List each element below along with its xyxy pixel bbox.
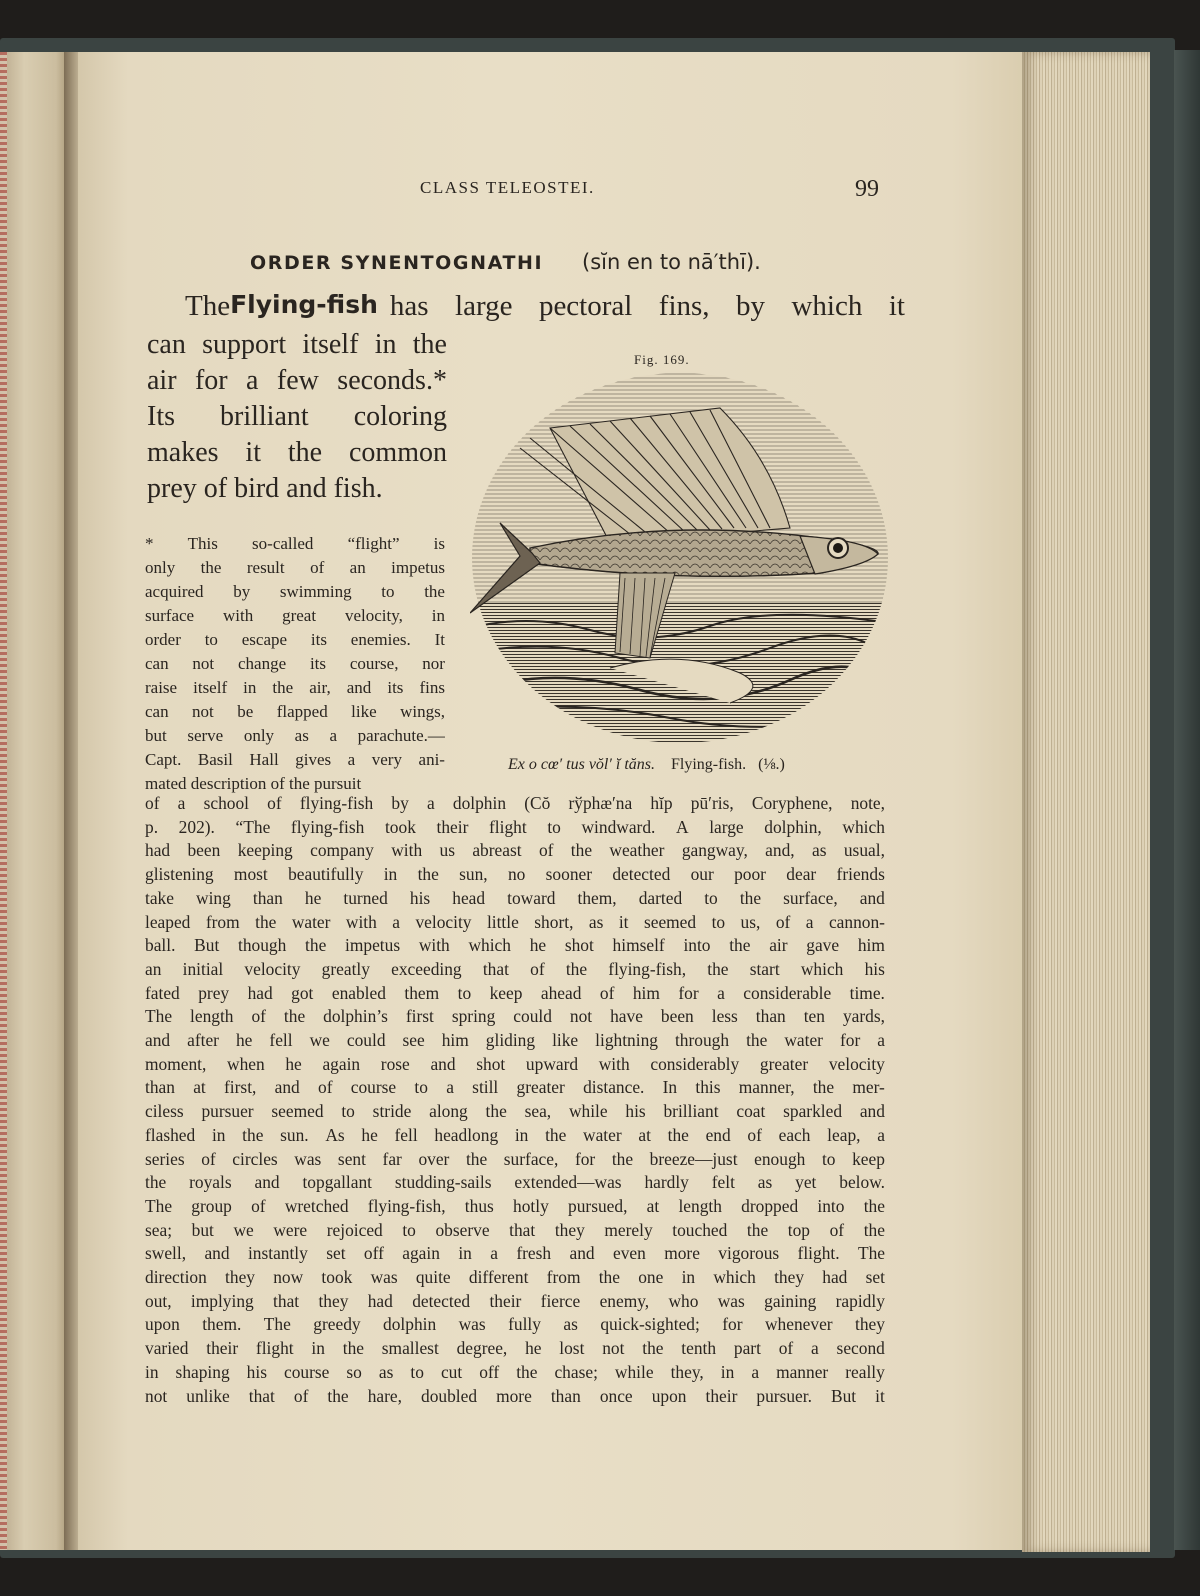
order-heading: ORDER SYNENTOGNATHI [250,252,544,274]
lead-first-line [185,290,905,323]
footnote-line: * This so-called “flight” is [145,534,445,553]
caption-scientific-name: Ex o cœ′ tus vŏl′ ĭ tăns. [508,756,655,773]
figure-label: Fig. 169. [634,352,690,367]
footnote-line: only the result of an impetus [145,558,445,577]
lead-line: can support itself in the [147,329,447,360]
body-line: sea; but we were rejoiced to observe that they merely touched the top of the [145,1219,885,1240]
body-line: had been keeping company with us abreast of the weather gangway, and, as usual, [145,840,885,861]
body-line: in shaping his course so as to cut off the chase; while they, in a manner really [145,1361,885,1382]
footnote-line: acquired by swimming to the [145,582,445,601]
body-line: fated prey had got enabled them to keep ahead of him for a considerable time. [145,982,885,1003]
body-line: The group of wretched flying-fish, thus hotly pursued, at length dropped into the [145,1195,885,1216]
footnote-line: Capt. Basil Hall gives a very ani- [145,750,445,769]
body-line: and after he fell we could see him gliding like lightning through the water for a [145,1030,885,1051]
book-spine-edge [1174,50,1200,1550]
running-head: CLASS TELEOSTEI. [420,178,595,197]
order-pronunciation: (sĭn en to nā′thī). [582,250,761,274]
body-line: upon them. The greedy dolphin was fully as quick-sighted; for whenever they [145,1314,885,1335]
body-line: out, implying that they had detected their fierce enemy, who was gaining rapidly [145,1290,885,1311]
body-line: leaped from the water with a velocity little short, as it seemed to us, of a cannon- [145,911,885,932]
footnote-line: can not change its course, nor [145,654,445,673]
lead-rest: has large pectoral fins, by which it [389,290,905,322]
footnote-line: can not be flapped like wings, [145,702,445,721]
page-fore-edge [1022,52,1150,1552]
footnote-line: order to escape its enemies. It [145,630,445,649]
lead-paragraph [147,327,447,507]
body-line: varied their flight in the smallest degree, he lost not the tenth part of a second [145,1338,885,1359]
lead-bold-term: Flying-fish [230,290,378,319]
body-line: than at first, and of course to a still greater distance. In this manner, the mer- [145,1077,885,1098]
caption-common-name: Flying-fish. [670,756,747,773]
caption-scale: (⅛.) [758,756,785,773]
body-line: the royals and topgallant studding-sails extended—was hardly felt as yet below. [145,1172,885,1193]
body-text [145,792,885,1408]
body-line: flashed in the sun. As he fell headlong in the water at the end of each leap, a [145,1124,885,1145]
footnote-line: but serve only as a parachute.— [145,726,445,745]
body-line: The length of the dolphin’s first spring could not have been less than ten yards, [145,1006,885,1027]
body-line: p. 202). “The flying-fish took their flight to windward. A large dolphin, which [145,816,885,837]
body-line: glistening most beautifully in the sun, no sooner detected our poor dear friends [145,864,885,885]
lead-word: The [185,290,231,322]
left-page-sliver [0,52,70,1550]
flying-fish-engraving [470,368,890,753]
lead-line: air for a few seconds.* [147,365,447,396]
footnote-line: raise itself in the air, and its fins [145,678,445,697]
body-line: direction they now took was quite different from the one in which they had set [145,1267,885,1288]
figure-caption [508,756,785,774]
footnote [145,532,445,796]
page-number: 99 [855,176,879,202]
body-line: ball. But though the impetus with which he shot himself into the air gave him [145,935,885,956]
body-line: moment, when he again rose and shot upward with considerably greater velocity [145,1053,885,1074]
body-line: not unlike that of the hare, doubled more than once upon their pursuer. But it [145,1385,885,1406]
left-page-edge [0,52,7,1550]
lead-line: makes it the common [147,437,447,468]
lead-line: Its brilliant coloring [147,401,447,432]
body-line: swell, and instantly set off again in a fresh and even more vigorous flight. The [145,1243,885,1264]
body-line: series of circles was sent far over the surface, for the breeze—just enough to keep [145,1148,885,1169]
body-line: take wing than he turned his head toward them, darted to the surface, and [145,887,885,908]
footnote-line: mated description of the pursuit [145,774,362,793]
footnote-line: surface with great velocity, in [145,606,445,625]
body-line: an initial velocity greatly exceeding that of the flying-fish, the start which his [145,958,885,979]
body-line: ciless pursuer seemed to stride along the sea, while his brilliant coat sparkled and [145,1101,885,1122]
lead-line: prey of bird and fish. [147,473,383,504]
body-line: of a school of flying-fish by a dolphin (Cŏ rўphæ′na hĭp pū′ris, Coryphene, note, [145,793,885,813]
